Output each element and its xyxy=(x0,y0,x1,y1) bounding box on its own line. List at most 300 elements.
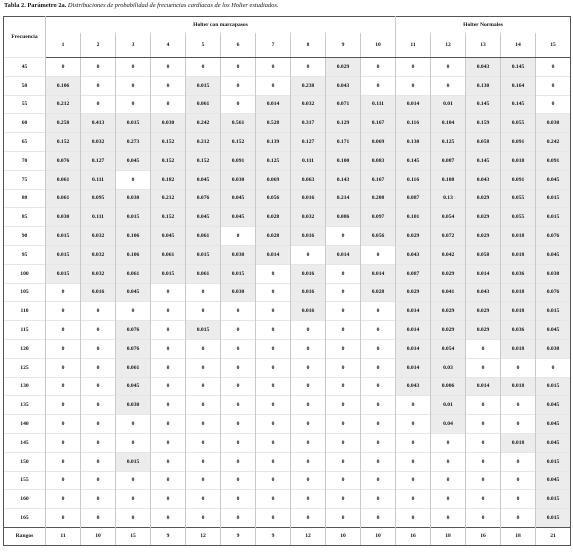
table-row xyxy=(4,151,571,170)
value-cell: 0.101 xyxy=(396,208,431,227)
frecuencia-cell: 85 xyxy=(4,208,46,227)
value-cell: 0 xyxy=(361,452,396,471)
column-header-15: 15 xyxy=(536,33,571,58)
table-row xyxy=(4,114,571,133)
value-cell: 0 xyxy=(256,509,291,528)
value-cell: 0.097 xyxy=(361,208,396,227)
value-cell: 0 xyxy=(46,433,81,452)
value-cell: 0.030 xyxy=(46,208,81,227)
table-row xyxy=(4,189,571,208)
value-cell: 0.016 xyxy=(291,189,326,208)
value-cell: 0.145 xyxy=(501,58,536,77)
column-header-2: 2 xyxy=(81,33,116,58)
rangos-cell: 10 xyxy=(326,527,361,545)
column-header-4: 4 xyxy=(151,33,186,58)
value-cell: 0 xyxy=(186,471,221,490)
value-cell: 0.043 xyxy=(396,377,431,396)
value-cell: 0.018 xyxy=(501,433,536,452)
value-cell: 0.055 xyxy=(501,189,536,208)
value-cell: 0.242 xyxy=(186,114,221,133)
value-cell: 0.030 xyxy=(221,283,256,302)
caption-label: Tabla 2. Parámetro 2a. xyxy=(4,2,67,9)
value-cell: 0 xyxy=(116,471,151,490)
rangos-cell: 9 xyxy=(151,527,186,545)
value-cell: 0.018 xyxy=(501,245,536,264)
value-cell: 0.014 xyxy=(396,302,431,321)
table-row xyxy=(4,509,571,528)
value-cell: 0.130 xyxy=(466,76,501,95)
value-cell: 0.111 xyxy=(81,170,116,189)
group-normal-header: Holter Normales xyxy=(396,17,571,34)
value-cell: 0 xyxy=(46,452,81,471)
table-row xyxy=(4,452,571,471)
value-cell: 0.015 xyxy=(536,490,571,509)
value-cell: 0.015 xyxy=(186,76,221,95)
value-cell: 0 xyxy=(501,490,536,509)
frecuencia-cell: 60 xyxy=(4,114,46,133)
frecuencia-cell: 140 xyxy=(4,415,46,434)
value-cell: 0.015 xyxy=(536,509,571,528)
value-cell: 0.032 xyxy=(81,133,116,152)
column-header-9: 9 xyxy=(326,33,361,58)
value-cell: 0 xyxy=(81,377,116,396)
frecuencia-cell: 95 xyxy=(4,245,46,264)
value-cell: 0 xyxy=(256,490,291,509)
value-cell: 0.129 xyxy=(326,114,361,133)
value-cell: 0.029 xyxy=(431,321,466,340)
value-cell: 0.015 xyxy=(46,264,81,283)
value-cell: 0 xyxy=(431,76,466,95)
value-cell: 0 xyxy=(291,471,326,490)
value-cell: 0.111 xyxy=(81,208,116,227)
value-cell: 0.01 xyxy=(431,396,466,415)
value-cell: 0 xyxy=(256,339,291,358)
value-cell: 0.152 xyxy=(221,133,256,152)
value-cell: 0.036 xyxy=(501,321,536,340)
value-cell: 0.030 xyxy=(151,114,186,133)
value-cell: 0 xyxy=(151,321,186,340)
value-cell: 0.016 xyxy=(291,264,326,283)
value-cell: 0.029 xyxy=(431,264,466,283)
value-cell: 0.029 xyxy=(466,227,501,246)
value-cell: 0 xyxy=(466,490,501,509)
value-cell: 0.069 xyxy=(256,170,291,189)
value-cell: 0 xyxy=(116,415,151,434)
value-cell: 0 xyxy=(291,509,326,528)
value-cell: 0 xyxy=(536,76,571,95)
value-cell: 0.014 xyxy=(396,95,431,114)
value-cell: 0 xyxy=(396,415,431,434)
table-caption xyxy=(4,2,278,9)
column-header-1: 1 xyxy=(46,33,81,58)
value-cell: 0 xyxy=(221,471,256,490)
value-cell: 0.043 xyxy=(396,245,431,264)
value-cell: 0 xyxy=(326,321,361,340)
value-cell: 0.029 xyxy=(431,302,466,321)
column-header-13: 13 xyxy=(466,33,501,58)
value-cell: 0 xyxy=(536,58,571,77)
value-cell: 0.014 xyxy=(326,245,361,264)
value-cell: 0.182 xyxy=(151,170,186,189)
value-cell: 0.076 xyxy=(116,321,151,340)
rangos-cell: 9 xyxy=(221,527,256,545)
value-cell: 0 xyxy=(81,321,116,340)
value-cell: 0.016 xyxy=(291,302,326,321)
value-cell: 0.045 xyxy=(536,471,571,490)
value-cell: 0 xyxy=(81,339,116,358)
value-cell: 0 xyxy=(326,377,361,396)
value-cell: 0 xyxy=(256,264,291,283)
value-cell: 0 xyxy=(291,321,326,340)
value-cell: 0 xyxy=(221,58,256,77)
value-cell: 0.015 xyxy=(186,321,221,340)
value-cell: 0.032 xyxy=(291,208,326,227)
value-cell: 0.016 xyxy=(81,283,116,302)
value-cell: 0.030 xyxy=(221,170,256,189)
value-cell: 0.167 xyxy=(361,114,396,133)
value-cell: 0.071 xyxy=(326,95,361,114)
value-cell: 0.045 xyxy=(186,170,221,189)
value-cell: 0.076 xyxy=(536,283,571,302)
value-cell: 0.029 xyxy=(466,302,501,321)
value-cell: 0 xyxy=(431,452,466,471)
value-cell: 0 xyxy=(466,452,501,471)
value-cell: 0.030 xyxy=(536,339,571,358)
value-cell: 0.045 xyxy=(536,415,571,434)
value-cell: 0.212 xyxy=(186,133,221,152)
value-cell: 0 xyxy=(81,302,116,321)
value-cell: 0.055 xyxy=(501,208,536,227)
value-cell: 0 xyxy=(326,339,361,358)
value-cell: 0.045 xyxy=(536,321,571,340)
value-cell: 0.028 xyxy=(361,283,396,302)
value-cell: 0.061 xyxy=(186,95,221,114)
value-cell: 0 xyxy=(46,321,81,340)
frecuencia-header: Frecuencia xyxy=(4,17,46,58)
value-cell: 0 xyxy=(466,358,501,377)
value-cell: 0 xyxy=(361,471,396,490)
value-cell: 0.045 xyxy=(151,227,186,246)
value-cell: 0.018 xyxy=(501,302,536,321)
rangos-cell: 18 xyxy=(431,527,466,545)
value-cell: 0 xyxy=(221,302,256,321)
value-cell: 0 xyxy=(151,415,186,434)
value-cell: 0.029 xyxy=(466,189,501,208)
value-cell: 0 xyxy=(81,58,116,77)
value-cell: 0.054 xyxy=(431,339,466,358)
value-cell: 0 xyxy=(361,358,396,377)
value-cell: 0 xyxy=(256,76,291,95)
value-cell: 0.014 xyxy=(256,95,291,114)
value-cell: 0.167 xyxy=(361,170,396,189)
value-cell: 0.139 xyxy=(256,133,291,152)
value-cell: 0 xyxy=(151,95,186,114)
rangos-cell: 12 xyxy=(291,527,326,545)
value-cell: 0.087 xyxy=(431,151,466,170)
value-cell: 0 xyxy=(466,396,501,415)
value-cell: 0.032 xyxy=(291,95,326,114)
value-cell: 0 xyxy=(46,58,81,77)
value-cell: 0.087 xyxy=(396,189,431,208)
value-cell: 0 xyxy=(256,471,291,490)
value-cell: 0 xyxy=(221,377,256,396)
frequency-distribution-table xyxy=(3,16,571,546)
value-cell: 0 xyxy=(291,452,326,471)
table-row xyxy=(4,358,571,377)
value-cell: 0 xyxy=(81,452,116,471)
value-cell: 0 xyxy=(151,471,186,490)
table-row xyxy=(4,283,571,302)
value-cell: 0 xyxy=(291,339,326,358)
value-cell: 0 xyxy=(81,471,116,490)
value-cell: 0.106 xyxy=(116,227,151,246)
value-cell: 0.076 xyxy=(536,227,571,246)
value-cell: 0 xyxy=(361,245,396,264)
table-row xyxy=(4,208,571,227)
value-cell: 0 xyxy=(361,415,396,434)
value-cell: 0.143 xyxy=(326,170,361,189)
value-cell: 0 xyxy=(221,490,256,509)
value-cell: 0 xyxy=(431,433,466,452)
frecuencia-cell: 100 xyxy=(4,264,46,283)
value-cell: 0 xyxy=(396,76,431,95)
value-cell: 0.242 xyxy=(536,133,571,152)
value-cell: 0 xyxy=(501,396,536,415)
value-cell: 0.152 xyxy=(151,133,186,152)
value-cell: 0 xyxy=(221,227,256,246)
value-cell: 0 xyxy=(81,358,116,377)
value-cell: 0.030 xyxy=(116,396,151,415)
value-cell: 0 xyxy=(326,302,361,321)
table-row xyxy=(4,321,571,340)
column-header-6: 6 xyxy=(221,33,256,58)
value-cell: 0 xyxy=(326,283,361,302)
value-cell: 0 xyxy=(396,490,431,509)
value-cell: 0.029 xyxy=(396,283,431,302)
value-cell: 0.208 xyxy=(361,189,396,208)
frecuencia-cell: 120 xyxy=(4,339,46,358)
value-cell: 0.152 xyxy=(186,151,221,170)
value-cell: 0.127 xyxy=(291,133,326,152)
value-cell: 0.561 xyxy=(221,114,256,133)
value-cell: 0.108 xyxy=(431,170,466,189)
value-cell: 0 xyxy=(396,471,431,490)
value-cell: 0.159 xyxy=(466,114,501,133)
value-cell: 0 xyxy=(431,509,466,528)
value-cell: 0.041 xyxy=(431,283,466,302)
value-cell: 0 xyxy=(466,415,501,434)
value-cell: 0.214 xyxy=(326,189,361,208)
value-cell: 0.076 xyxy=(116,339,151,358)
value-cell: 0 xyxy=(221,415,256,434)
rangos-cell: 15 xyxy=(116,527,151,545)
value-cell: 0.028 xyxy=(256,208,291,227)
value-cell: 0 xyxy=(256,415,291,434)
value-cell: 0 xyxy=(116,170,151,189)
value-cell: 0 xyxy=(326,509,361,528)
value-cell: 0 xyxy=(151,358,186,377)
value-cell: 0 xyxy=(256,452,291,471)
value-cell: 0.015 xyxy=(536,302,571,321)
value-cell: 0.152 xyxy=(151,208,186,227)
value-cell: 0 xyxy=(326,358,361,377)
value-cell: 0 xyxy=(326,227,361,246)
value-cell: 0 xyxy=(501,415,536,434)
value-cell: 0 xyxy=(396,452,431,471)
value-cell: 0.055 xyxy=(501,114,536,133)
frecuencia-cell: 105 xyxy=(4,283,46,302)
value-cell: 0.015 xyxy=(536,189,571,208)
frecuencia-cell: 165 xyxy=(4,509,46,528)
value-cell: 0 xyxy=(186,58,221,77)
rangos-cell: 21 xyxy=(536,527,571,545)
table-row xyxy=(4,76,571,95)
value-cell: 0.095 xyxy=(81,189,116,208)
value-cell: 0 xyxy=(81,509,116,528)
value-cell: 0.030 xyxy=(221,245,256,264)
value-cell: 0.015 xyxy=(46,245,81,264)
value-cell: 0 xyxy=(431,490,466,509)
frecuencia-cell: 155 xyxy=(4,471,46,490)
frecuencia-cell: 45 xyxy=(4,58,46,77)
value-cell: 0 xyxy=(361,339,396,358)
value-cell: 0 xyxy=(466,509,501,528)
value-cell: 0.015 xyxy=(116,452,151,471)
value-cell: 0 xyxy=(466,471,501,490)
value-cell: 0.015 xyxy=(186,245,221,264)
value-cell: 0 xyxy=(466,339,501,358)
value-cell: 0.111 xyxy=(291,151,326,170)
rangos-label: Rangos xyxy=(4,527,46,545)
frecuencia-cell: 130 xyxy=(4,377,46,396)
value-cell: 0 xyxy=(81,76,116,95)
value-cell: 0.029 xyxy=(326,58,361,77)
value-cell: 0.016 xyxy=(291,283,326,302)
value-cell: 0 xyxy=(186,339,221,358)
value-cell: 0 xyxy=(326,490,361,509)
value-cell: 0 xyxy=(186,283,221,302)
value-cell: 0.014 xyxy=(256,245,291,264)
value-cell: 0 xyxy=(361,377,396,396)
value-cell: 0 xyxy=(46,415,81,434)
value-cell: 0 xyxy=(151,396,186,415)
value-cell: 0.042 xyxy=(431,245,466,264)
table-row xyxy=(4,396,571,415)
value-cell: 0.091 xyxy=(501,133,536,152)
value-cell: 0.145 xyxy=(396,151,431,170)
value-cell: 0.087 xyxy=(396,264,431,283)
table-row xyxy=(4,302,571,321)
value-cell: 0 xyxy=(361,302,396,321)
value-cell: 0.152 xyxy=(151,151,186,170)
rangos-cell: 16 xyxy=(396,527,431,545)
value-cell: 0.076 xyxy=(46,151,81,170)
value-cell: 0 xyxy=(46,396,81,415)
value-cell: 0.091 xyxy=(501,170,536,189)
value-cell: 0 xyxy=(186,452,221,471)
value-cell: 0.015 xyxy=(221,264,256,283)
value-cell: 0.030 xyxy=(116,189,151,208)
value-cell: 0 xyxy=(326,471,361,490)
table-row xyxy=(4,245,571,264)
value-cell: 0.014 xyxy=(396,358,431,377)
value-cell: 0 xyxy=(501,358,536,377)
column-header-14: 14 xyxy=(501,33,536,58)
value-cell: 0 xyxy=(81,433,116,452)
value-cell: 0.056 xyxy=(256,189,291,208)
column-header-12: 12 xyxy=(431,33,466,58)
table-row xyxy=(4,471,571,490)
value-cell: 0.212 xyxy=(151,189,186,208)
value-cell: 0 xyxy=(431,471,466,490)
rangos-cell: 11 xyxy=(46,527,81,545)
value-cell: 0.152 xyxy=(46,133,81,152)
value-cell: 0 xyxy=(81,415,116,434)
rangos-cell: 16 xyxy=(466,527,501,545)
value-cell: 0 xyxy=(256,283,291,302)
value-cell: 0.171 xyxy=(326,133,361,152)
column-header-11: 11 xyxy=(396,33,431,58)
value-cell: 0 xyxy=(361,396,396,415)
value-cell: 0 xyxy=(291,415,326,434)
value-cell: 0.317 xyxy=(291,114,326,133)
value-cell: 0 xyxy=(536,95,571,114)
value-cell: 0.061 xyxy=(186,227,221,246)
value-cell: 0.028 xyxy=(256,227,291,246)
value-cell: 0.018 xyxy=(501,377,536,396)
frecuencia-cell: 115 xyxy=(4,321,46,340)
value-cell: 0.100 xyxy=(326,151,361,170)
table-row xyxy=(4,490,571,509)
value-cell: 0 xyxy=(116,490,151,509)
value-cell: 0 xyxy=(116,95,151,114)
value-cell: 0.212 xyxy=(46,95,81,114)
value-cell: 0 xyxy=(46,509,81,528)
value-cell: 0 xyxy=(291,377,326,396)
value-cell: 0.04 xyxy=(431,415,466,434)
frecuencia-cell: 65 xyxy=(4,133,46,152)
value-cell: 0.111 xyxy=(361,95,396,114)
column-header-8: 8 xyxy=(291,33,326,58)
column-header-5: 5 xyxy=(186,33,221,58)
value-cell: 0.014 xyxy=(466,264,501,283)
value-cell: 0.045 xyxy=(536,170,571,189)
caption-text: Distribuciones de probabilidad de frecuencias cardíacas de los Holter estudiados. xyxy=(67,2,279,9)
value-cell: 0 xyxy=(361,58,396,77)
table-row xyxy=(4,433,571,452)
value-cell: 0.116 xyxy=(396,170,431,189)
frecuencia-cell: 150 xyxy=(4,452,46,471)
rangos-cell: 12 xyxy=(186,527,221,545)
value-cell: 0.238 xyxy=(291,76,326,95)
value-cell: 0 xyxy=(291,358,326,377)
value-cell: 0 xyxy=(256,433,291,452)
value-cell: 0 xyxy=(361,490,396,509)
table-row xyxy=(4,133,571,152)
value-cell: 0 xyxy=(326,452,361,471)
value-cell: 0 xyxy=(186,302,221,321)
value-cell: 0 xyxy=(221,95,256,114)
table-row xyxy=(4,58,571,77)
value-cell: 0 xyxy=(221,433,256,452)
value-cell: 0 xyxy=(46,377,81,396)
value-cell: 0 xyxy=(256,302,291,321)
value-cell: 0 xyxy=(116,58,151,77)
value-cell: 0.030 xyxy=(536,264,571,283)
value-cell: 0 xyxy=(536,358,571,377)
value-cell: 0 xyxy=(431,58,466,77)
value-cell: 0.125 xyxy=(256,151,291,170)
